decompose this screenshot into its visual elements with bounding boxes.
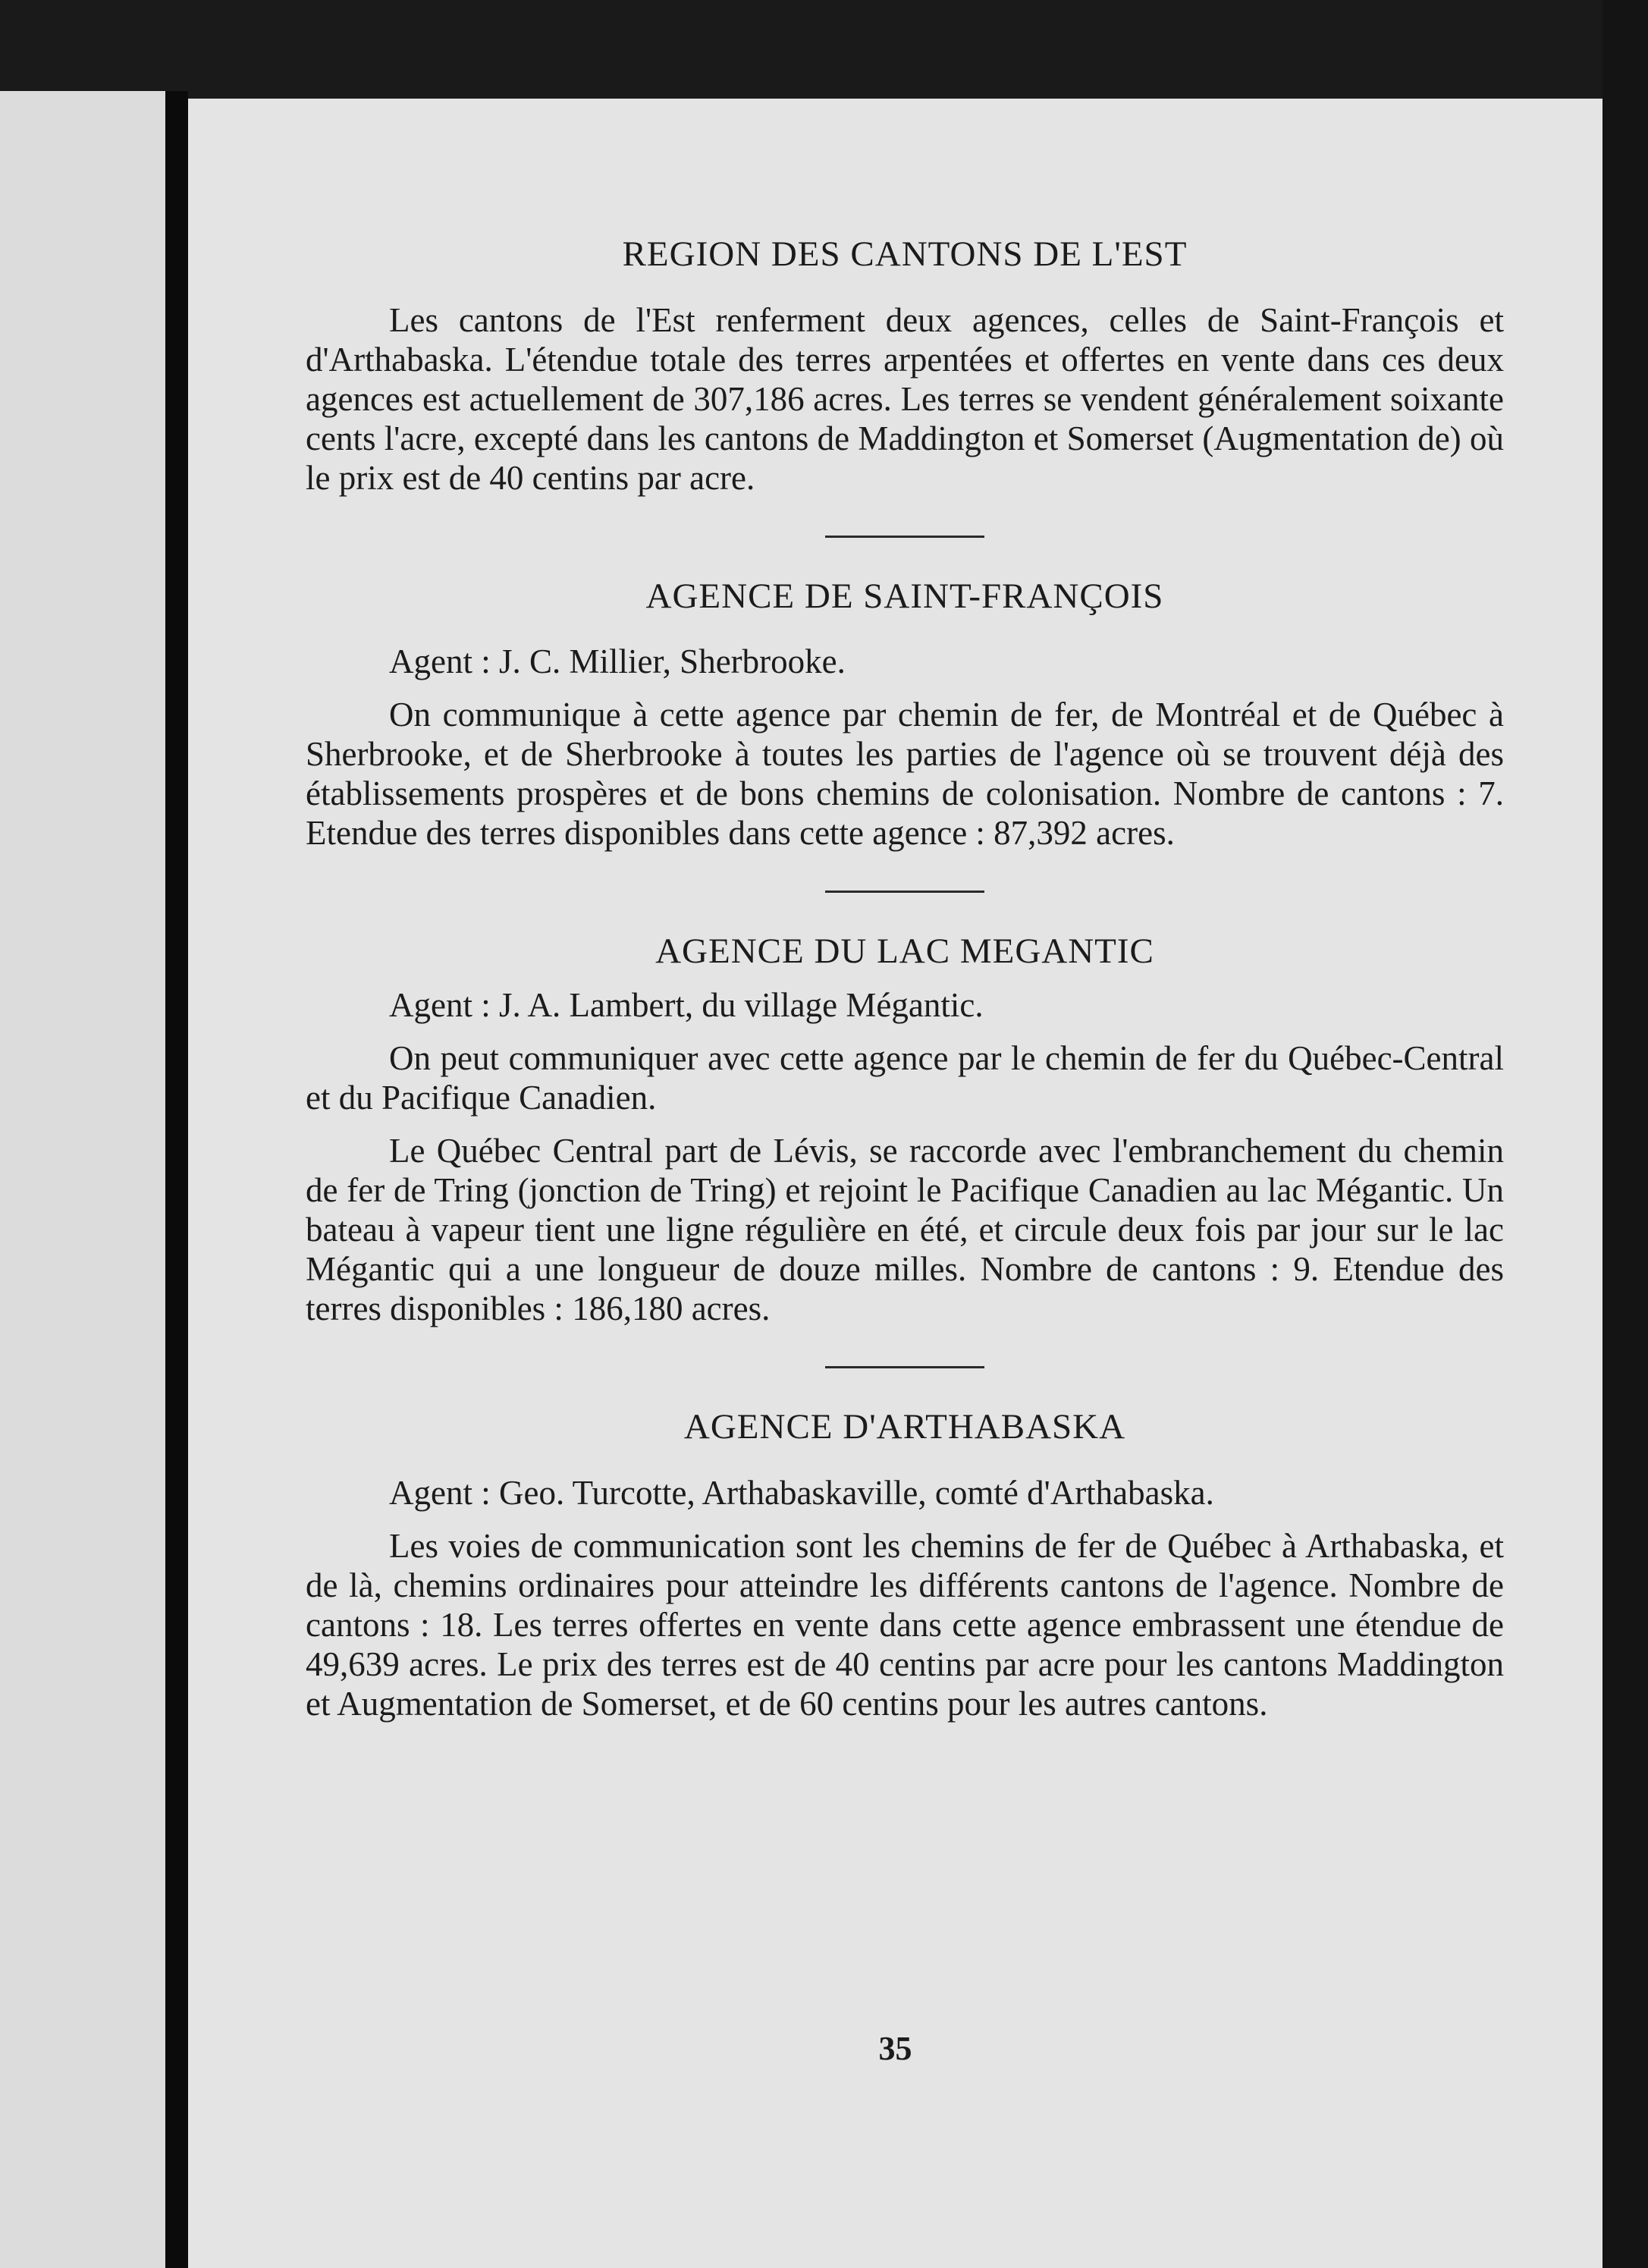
section-title-lac-megantic: AGENCE DU LAC MEGANTIC (655, 931, 1154, 972)
agent-line: Agent : J. A. Lambert, du village Mégantic. (389, 986, 984, 1025)
scan-background-right (1602, 0, 1648, 2268)
section-paragraph: On communique à cette agence par chemin de fer, de Montréal et de Québec à Sherbrooke, et de Sherbrooke à toutes les parties de l'agence où se trouvent déjà des établissements prospères et de bons chemins de colonisation. Nombre de cantons : 7. Etendue des terres disponibles dans cette agence : 87,392 acres. (306, 696, 1504, 853)
section-divider (825, 1366, 984, 1368)
section-paragraph: Le Québec Central part de Lévis, se raccorde avec l'embranchement du chemin de fer de Tring (jonction de Tring) et rejoint le Pacifique Canadien au lac Mégantic. Un bateau à vapeur tient une ligne régulière en été, et circule deux fois par jour sur le lac Mégantic qui a une longueur de douze milles. Nombre de cantons : 9. Etendue des terres disponibles : 186,180 acres. (306, 1132, 1504, 1328)
section-title-region: REGION DES CANTONS DE L'EST (622, 234, 1188, 274)
page-number: 35 (878, 2030, 912, 2067)
document-page (188, 99, 1602, 2268)
agent-line: Agent : Geo. Turcotte, Arthabaskaville, comté d'Arthabaska. (389, 1473, 1214, 1512)
book-spine (165, 91, 188, 2268)
section-paragraph: Les voies de communication sont les chemins de fer de Québec à Arthabaska, et de là, chemins ordinaires pour atteindre les différents cantons de l'agence. Nombre de cantons : 18. Les terres offertes en vente dans cette agence embrassent une étendue de 49,639 acres. Le prix des terres est de 40 centins par acre pour les cantons Maddington et Augmentation de Somerset, et de 60 centins pour les autres cantons. (306, 1526, 1504, 1723)
facing-page-edge (0, 91, 165, 2268)
scan-background-top (0, 0, 1648, 99)
section-divider (825, 536, 984, 538)
section-paragraph: Les cantons de l'Est renferment deux agences, celles de Saint-François et d'Arthabaska. L'étendue totale des terres arpentées et offertes en vente dans ces deux agences est actuellement de 307,186 acres. Les terres se vendent généralement soixante cents l'acre, excepté dans les cantons de Maddington et Somerset (Augmentation de) où le prix est de 40 centins par acre. (306, 300, 1504, 497)
agent-line: Agent : J. C. Millier, Sherbrooke. (389, 642, 846, 681)
section-paragraph: On peut communiquer avec cette agence par le chemin de fer du Québec-Central et du Pacifique Canadien. (306, 1039, 1504, 1117)
section-title-arthabaska: AGENCE D'ARTHABASKA (683, 1407, 1126, 1447)
section-title-saint-francois: AGENCE DE SAINT-FRANÇOIS (645, 576, 1164, 616)
page-content (306, 235, 1504, 1723)
section-divider (825, 891, 984, 893)
